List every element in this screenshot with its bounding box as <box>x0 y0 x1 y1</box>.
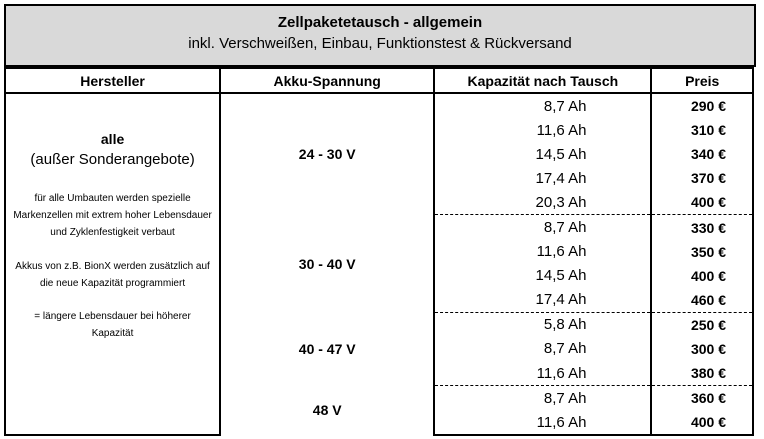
note-programming: Akkus von z.B. BionX werden zusätzlich auf die neue Kapazität programmiert <box>15 261 210 289</box>
price-cell: 340 € <box>651 142 753 166</box>
capacity-cell: 11,6 Ah <box>536 243 587 261</box>
voltage-cell: 30 - 40 V <box>220 215 434 312</box>
price-cell: 360 € <box>651 386 753 411</box>
price-cell: 400 € <box>651 190 753 215</box>
price-cell: 370 € <box>651 166 753 190</box>
capacity-cell: 17,4 Ah <box>434 288 651 313</box>
capacity-cell: 8,7 Ah <box>543 340 587 358</box>
price-table-frame <box>4 4 754 431</box>
price-cell: 460 € <box>651 288 753 313</box>
column-header-capacity: Kapazität nach Tausch <box>434 68 651 93</box>
price-cell: 250 € <box>651 312 753 337</box>
column-header-manufacturer: Hersteller <box>5 68 220 93</box>
price-cell: 400 € <box>651 264 753 288</box>
capacity-cell: 8,7 Ah <box>543 219 587 237</box>
capacity-cell: 14,5 Ah <box>535 267 587 285</box>
page-subtitle: inkl. Verschweißen, Einbau, Funktionstest & Rückversand <box>188 35 572 52</box>
capacity-cell: 17,4 Ah <box>535 169 587 187</box>
capacity-cell: 14,5 Ah <box>535 145 587 163</box>
capacity-cell: 8,7 Ah <box>543 389 587 407</box>
voltage-cell: 24 - 30 V <box>220 93 434 215</box>
price-cell: 400 € <box>651 410 753 435</box>
capacity-cell: 11,6 Ah <box>434 410 651 435</box>
page-title: Zellpaketetausch - allgemein <box>277 14 483 31</box>
price-cell: 300 € <box>651 337 753 361</box>
price-cell: 310 € <box>651 118 753 142</box>
price-cell: 290 € <box>651 93 753 118</box>
manufacturer-name: alle <box>100 131 125 147</box>
note-lifetime: = längere Lebensdauer bei höherer Kapazität <box>34 311 191 339</box>
voltage-cell: 48 V <box>220 386 434 436</box>
table-body <box>5 93 753 435</box>
capacity-cell: 11,6 Ah <box>536 121 587 139</box>
voltage-cell: 40 - 47 V <box>220 312 434 385</box>
capacity-cell: 11,6 Ah <box>434 361 651 386</box>
manufacturer-cell <box>5 93 220 435</box>
price-cell: 350 € <box>651 240 753 264</box>
table-row <box>5 93 753 118</box>
column-header-price: Preis <box>651 68 753 93</box>
price-cell: 380 € <box>651 361 753 386</box>
column-header-voltage: Akku-Spannung <box>220 68 434 93</box>
capacity-cell: 8,7 Ah <box>543 97 587 115</box>
capacity-cell: 20,3 Ah <box>434 190 651 215</box>
price-cell: 330 € <box>651 215 753 240</box>
price-table <box>4 67 754 436</box>
note-cells: für alle Umbauten werden spezielle Markenzellen mit extrem hoher Lebensdauer und Zyklenfestigkeit verbaut <box>13 193 212 238</box>
capacity-cell: 5,8 Ah <box>543 316 587 334</box>
manufacturer-exception: (außer Sonderangebote) <box>30 151 195 168</box>
table-header-row <box>5 68 753 93</box>
table-header-box <box>4 4 756 67</box>
